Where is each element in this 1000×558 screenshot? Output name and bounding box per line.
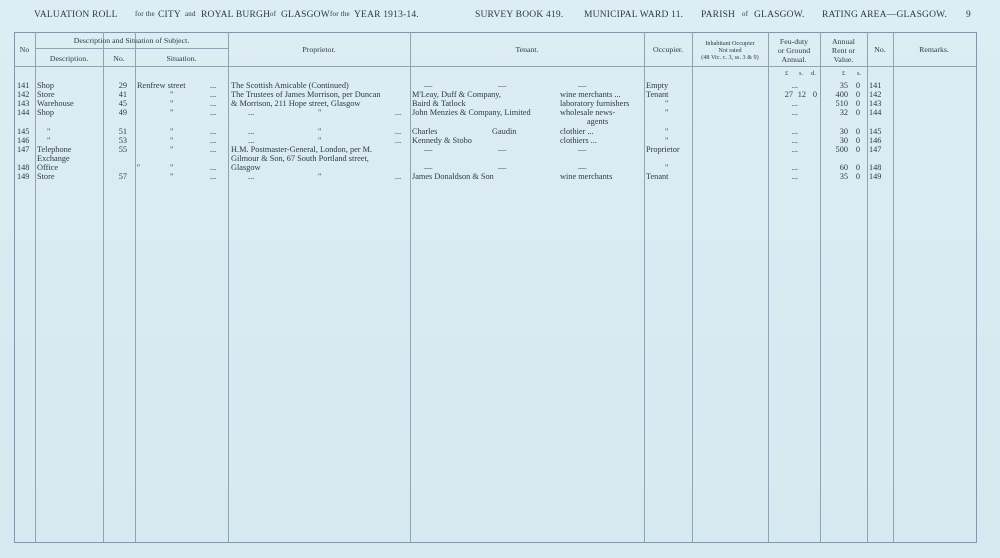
row-situation: ": [170, 144, 174, 154]
row-number: 57: [118, 172, 127, 181]
row-annual-shillings: 0: [855, 99, 860, 109]
title-glasgow: GLASGOW: [281, 10, 330, 20]
title-for-the: for the: [135, 10, 155, 18]
row-feu-pounds: ...: [791, 144, 798, 154]
row-proprietor: H.M. Postmaster-General, London, per M.: [231, 144, 373, 154]
row-situation-dots: ...: [210, 99, 217, 109]
title-valuation-roll: VALUATION ROLL: [34, 10, 118, 20]
row-annual-shillings: 0: [855, 90, 860, 100]
rule-col-no-right: [893, 32, 894, 542]
row-occupier: Tenant: [646, 172, 669, 181]
row-annual-pounds: 30: [839, 135, 848, 145]
row-description: ": [47, 135, 51, 145]
rule-col-tenant: [644, 32, 645, 542]
header-no: No: [19, 45, 30, 54]
row-tenant: —: [424, 162, 433, 172]
rule-header-bottom: [14, 66, 976, 67]
annual-shillings-head: s.: [857, 70, 862, 77]
row-no-right: 141: [869, 81, 882, 90]
header-proprietor: Proprietor.: [302, 45, 336, 54]
row-tenant-trade: agents: [587, 117, 609, 127]
row-tenant-trade: wine merchants ...: [560, 90, 621, 100]
feu-pence-head: d.: [811, 70, 816, 77]
row-description: Office: [37, 162, 59, 172]
row-tenant-2: —: [498, 81, 507, 90]
row-situation-dots: ...: [210, 90, 217, 100]
row-tenant-trade: clothiers ...: [560, 135, 597, 145]
row-tenant-trade: clothier ...: [560, 126, 594, 136]
row-feu-pounds: 27: [784, 90, 793, 100]
row-annual-pounds: 35: [839, 172, 848, 181]
row-annual-pounds: 60: [839, 162, 848, 172]
title-of: of: [270, 10, 277, 18]
row-situation: ": [170, 108, 174, 118]
row-number: 51: [118, 126, 127, 136]
header-remarks: Remarks.: [919, 45, 949, 54]
parish-of: of: [742, 10, 749, 18]
row-annual-shillings: 0: [855, 126, 860, 136]
row-situation: Renfrew street: [137, 81, 186, 90]
row-annual-shillings: 0: [855, 162, 860, 172]
row-no-right: 143: [869, 99, 882, 109]
row-tenant: —: [424, 81, 433, 90]
row-number: 41: [118, 90, 127, 100]
row-no-right: 144: [869, 108, 882, 118]
row-number: 53: [118, 135, 127, 145]
row-no: 148: [17, 162, 30, 172]
row-tenant: Baird & Tatlock: [412, 99, 466, 109]
parish-glasgow: GLASGOW.: [754, 10, 805, 20]
title-for-the-2: for the: [330, 10, 350, 18]
row-situation-dots: ...: [210, 172, 217, 181]
row-no: 142: [17, 90, 30, 100]
row-no-right: 142: [869, 90, 882, 100]
row-feu-pounds: ...: [791, 81, 798, 90]
header-number: No.: [113, 54, 125, 63]
row-tenant-trade: wholesale news-: [560, 108, 616, 118]
row-feu-pounds: ...: [791, 162, 798, 172]
header-description-group: Description and Situation of Subject.: [73, 36, 190, 45]
row-description: Store: [37, 90, 55, 100]
header-annual-1: Annual: [832, 37, 855, 46]
row-description: Shop: [37, 108, 55, 118]
row-tenant-2: —: [498, 144, 507, 154]
row-occupier: ": [665, 135, 669, 145]
row-situation-dots: ...: [210, 162, 217, 172]
row-no-right: 149: [869, 172, 882, 181]
row-situation: ": [170, 99, 174, 109]
rule-col-annual: [867, 32, 868, 542]
row-tenant: —: [424, 144, 433, 154]
row-no-right: 145: [869, 126, 882, 136]
row-feu-pounds: ...: [791, 126, 798, 136]
row-situation-dots: ...: [210, 81, 217, 90]
row-no-right: 147: [869, 144, 882, 154]
row-proprietor-dots: ...: [395, 108, 402, 118]
row-annual-pounds: 30: [839, 126, 848, 136]
row-proprietor: Gilmour & Son, 67 South Portland street,: [231, 153, 369, 163]
header-inhabitant-3: (48 Vic. c. 3, ss. 3 & 9): [701, 54, 759, 61]
feu-shillings-head: s.: [799, 70, 804, 77]
row-tenant: Charles: [412, 126, 438, 136]
row-description: Shop: [37, 81, 55, 90]
row-feu-pounds: ...: [791, 135, 798, 145]
row-proprietor: & Morrison, 211 Hope street, Glasgow: [231, 99, 361, 109]
row-tenant-2: —: [498, 162, 507, 172]
header-annual-2: Rent or: [831, 46, 856, 55]
row-no: 147: [17, 144, 30, 154]
row-occupier: ": [665, 126, 669, 136]
row-proprietor: ...: [248, 126, 255, 136]
title-year: YEAR 1913-14.: [354, 10, 419, 20]
row-feu-pounds: ...: [791, 172, 798, 181]
row-description: Warehouse: [37, 99, 74, 109]
row-description: Exchange: [37, 153, 70, 163]
row-tenant: M'Leay, Duff & Company,: [412, 90, 501, 100]
row-no-right: 146: [869, 135, 882, 145]
row-tenant-3: —: [578, 144, 587, 154]
row-description: ": [47, 126, 51, 136]
row-feu-pounds: ...: [791, 108, 798, 118]
header-situation: Situation.: [166, 54, 197, 63]
row-occupier: ": [665, 162, 669, 172]
row-number: 45: [118, 99, 127, 109]
feu-pounds-head: £: [785, 70, 789, 77]
row-tenant-trade: wine merchants: [560, 172, 613, 181]
title-and: and: [185, 10, 196, 18]
row-proprietor-ditto: ": [318, 135, 322, 145]
row-situation: ": [170, 126, 174, 136]
row-no: 143: [17, 99, 30, 109]
row-proprietor: ...: [248, 135, 255, 145]
header-annual-3: Value.: [833, 55, 854, 64]
row-situation-dots: ...: [210, 126, 217, 136]
parish-label: PARISH: [701, 10, 736, 20]
rule-col-num: [135, 32, 136, 542]
header-inhabitant-2: Not rated: [718, 47, 742, 54]
header-tenant: Tenant.: [515, 45, 539, 54]
row-tenant-trade: laboratory furnishers: [560, 99, 630, 109]
row-proprietor-ditto: ": [318, 108, 322, 118]
page-number: 9: [966, 10, 971, 20]
title-city: CITY: [158, 10, 181, 20]
row-annual-shillings: 0: [855, 172, 860, 181]
row-occupier: Empty: [646, 81, 669, 90]
header-no-right: No.: [874, 45, 886, 54]
title-royal-burgh: ROYAL BURGH: [201, 10, 271, 20]
row-occupier: ": [665, 99, 669, 109]
row-number: ": [136, 162, 140, 172]
municipal-ward: MUNICIPAL WARD 11.: [584, 10, 684, 20]
row-description: Store: [37, 172, 55, 181]
row-annual-shillings: 0: [855, 144, 860, 154]
page-title: [26, 10, 981, 24]
row-situation: ": [170, 172, 174, 181]
row-annual-shillings: 0: [855, 135, 860, 145]
row-feu-pounds: ...: [791, 99, 798, 109]
row-proprietor-dots: ...: [395, 172, 402, 181]
row-situation-dots: ...: [210, 135, 217, 145]
row-occupier: Proprietor: [646, 144, 680, 154]
row-no: 141: [17, 81, 30, 90]
row-annual-shillings: 0: [855, 81, 860, 90]
rule-col-no: [35, 32, 36, 542]
row-situation: ": [170, 162, 174, 172]
row-tenant: James Donaldson & Son: [412, 172, 494, 181]
rule-col-inhabitant: [768, 32, 769, 542]
header-occupier: Occupier.: [652, 45, 684, 54]
row-number: 55: [118, 144, 127, 154]
row-occupier: ": [665, 108, 669, 118]
rule-col-desc: [103, 32, 104, 542]
rating-area: RATING AREA—GLASGOW.: [822, 10, 948, 20]
row-proprietor: Glasgow: [231, 162, 261, 172]
header-feu-1: Feu-duty: [779, 37, 809, 46]
row-proprietor-ditto: ": [318, 172, 322, 181]
row-description: Telephone: [37, 144, 72, 154]
row-situation: ": [170, 135, 174, 145]
row-situation: ": [170, 90, 174, 100]
row-tenant-3: —: [578, 162, 587, 172]
header-feu-3: Annual.: [781, 55, 807, 64]
rule-header-group: [35, 48, 228, 49]
row-feu-shillings: 12: [797, 90, 806, 100]
row-no: 144: [17, 108, 30, 118]
header-feu-2: or Ground: [777, 46, 811, 55]
row-no: 146: [17, 135, 30, 145]
annual-pounds-head: £: [842, 70, 846, 77]
row-proprietor: The Scottish Amicable (Continued): [231, 81, 349, 90]
row-annual-pounds: 32: [839, 108, 848, 118]
row-tenant-3: —: [578, 81, 587, 90]
row-annual-pounds: 400: [835, 90, 848, 100]
row-tenant: Kennedy & Stobo: [412, 135, 472, 145]
row-annual-pounds: 500: [835, 144, 848, 154]
row-tenant: John Menzies & Company, Limited: [412, 108, 531, 118]
row-proprietor: ...: [248, 108, 255, 118]
row-situation-dots: ...: [210, 144, 217, 154]
row-proprietor: ...: [248, 172, 255, 181]
header-inhabitant-1: Inhabitant Occupier: [705, 40, 755, 47]
row-tenant-2: Gaudin: [492, 126, 517, 136]
row-feu-pence: 0: [812, 90, 817, 100]
row-proprietor-ditto: ": [318, 126, 322, 136]
row-annual-pounds: 510: [835, 99, 848, 109]
row-number: 29: [118, 81, 127, 90]
header-description: Description.: [49, 54, 89, 63]
row-no: 149: [17, 172, 30, 181]
row-proprietor: The Trustees of James Morrison, per Duncan: [231, 90, 381, 100]
row-no: 145: [17, 126, 30, 136]
survey-book: SURVEY BOOK 419.: [475, 10, 564, 20]
row-annual-shillings: 0: [855, 108, 860, 118]
row-number: 49: [118, 108, 127, 118]
row-occupier: Tenant: [646, 90, 669, 100]
row-situation-dots: ...: [210, 108, 217, 118]
row-proprietor-dots: ...: [395, 135, 402, 145]
row-annual-pounds: 35: [839, 81, 848, 90]
row-no-right: 148: [869, 162, 882, 172]
rule-col-feu: [820, 32, 821, 542]
row-proprietor-dots: ...: [395, 126, 402, 136]
